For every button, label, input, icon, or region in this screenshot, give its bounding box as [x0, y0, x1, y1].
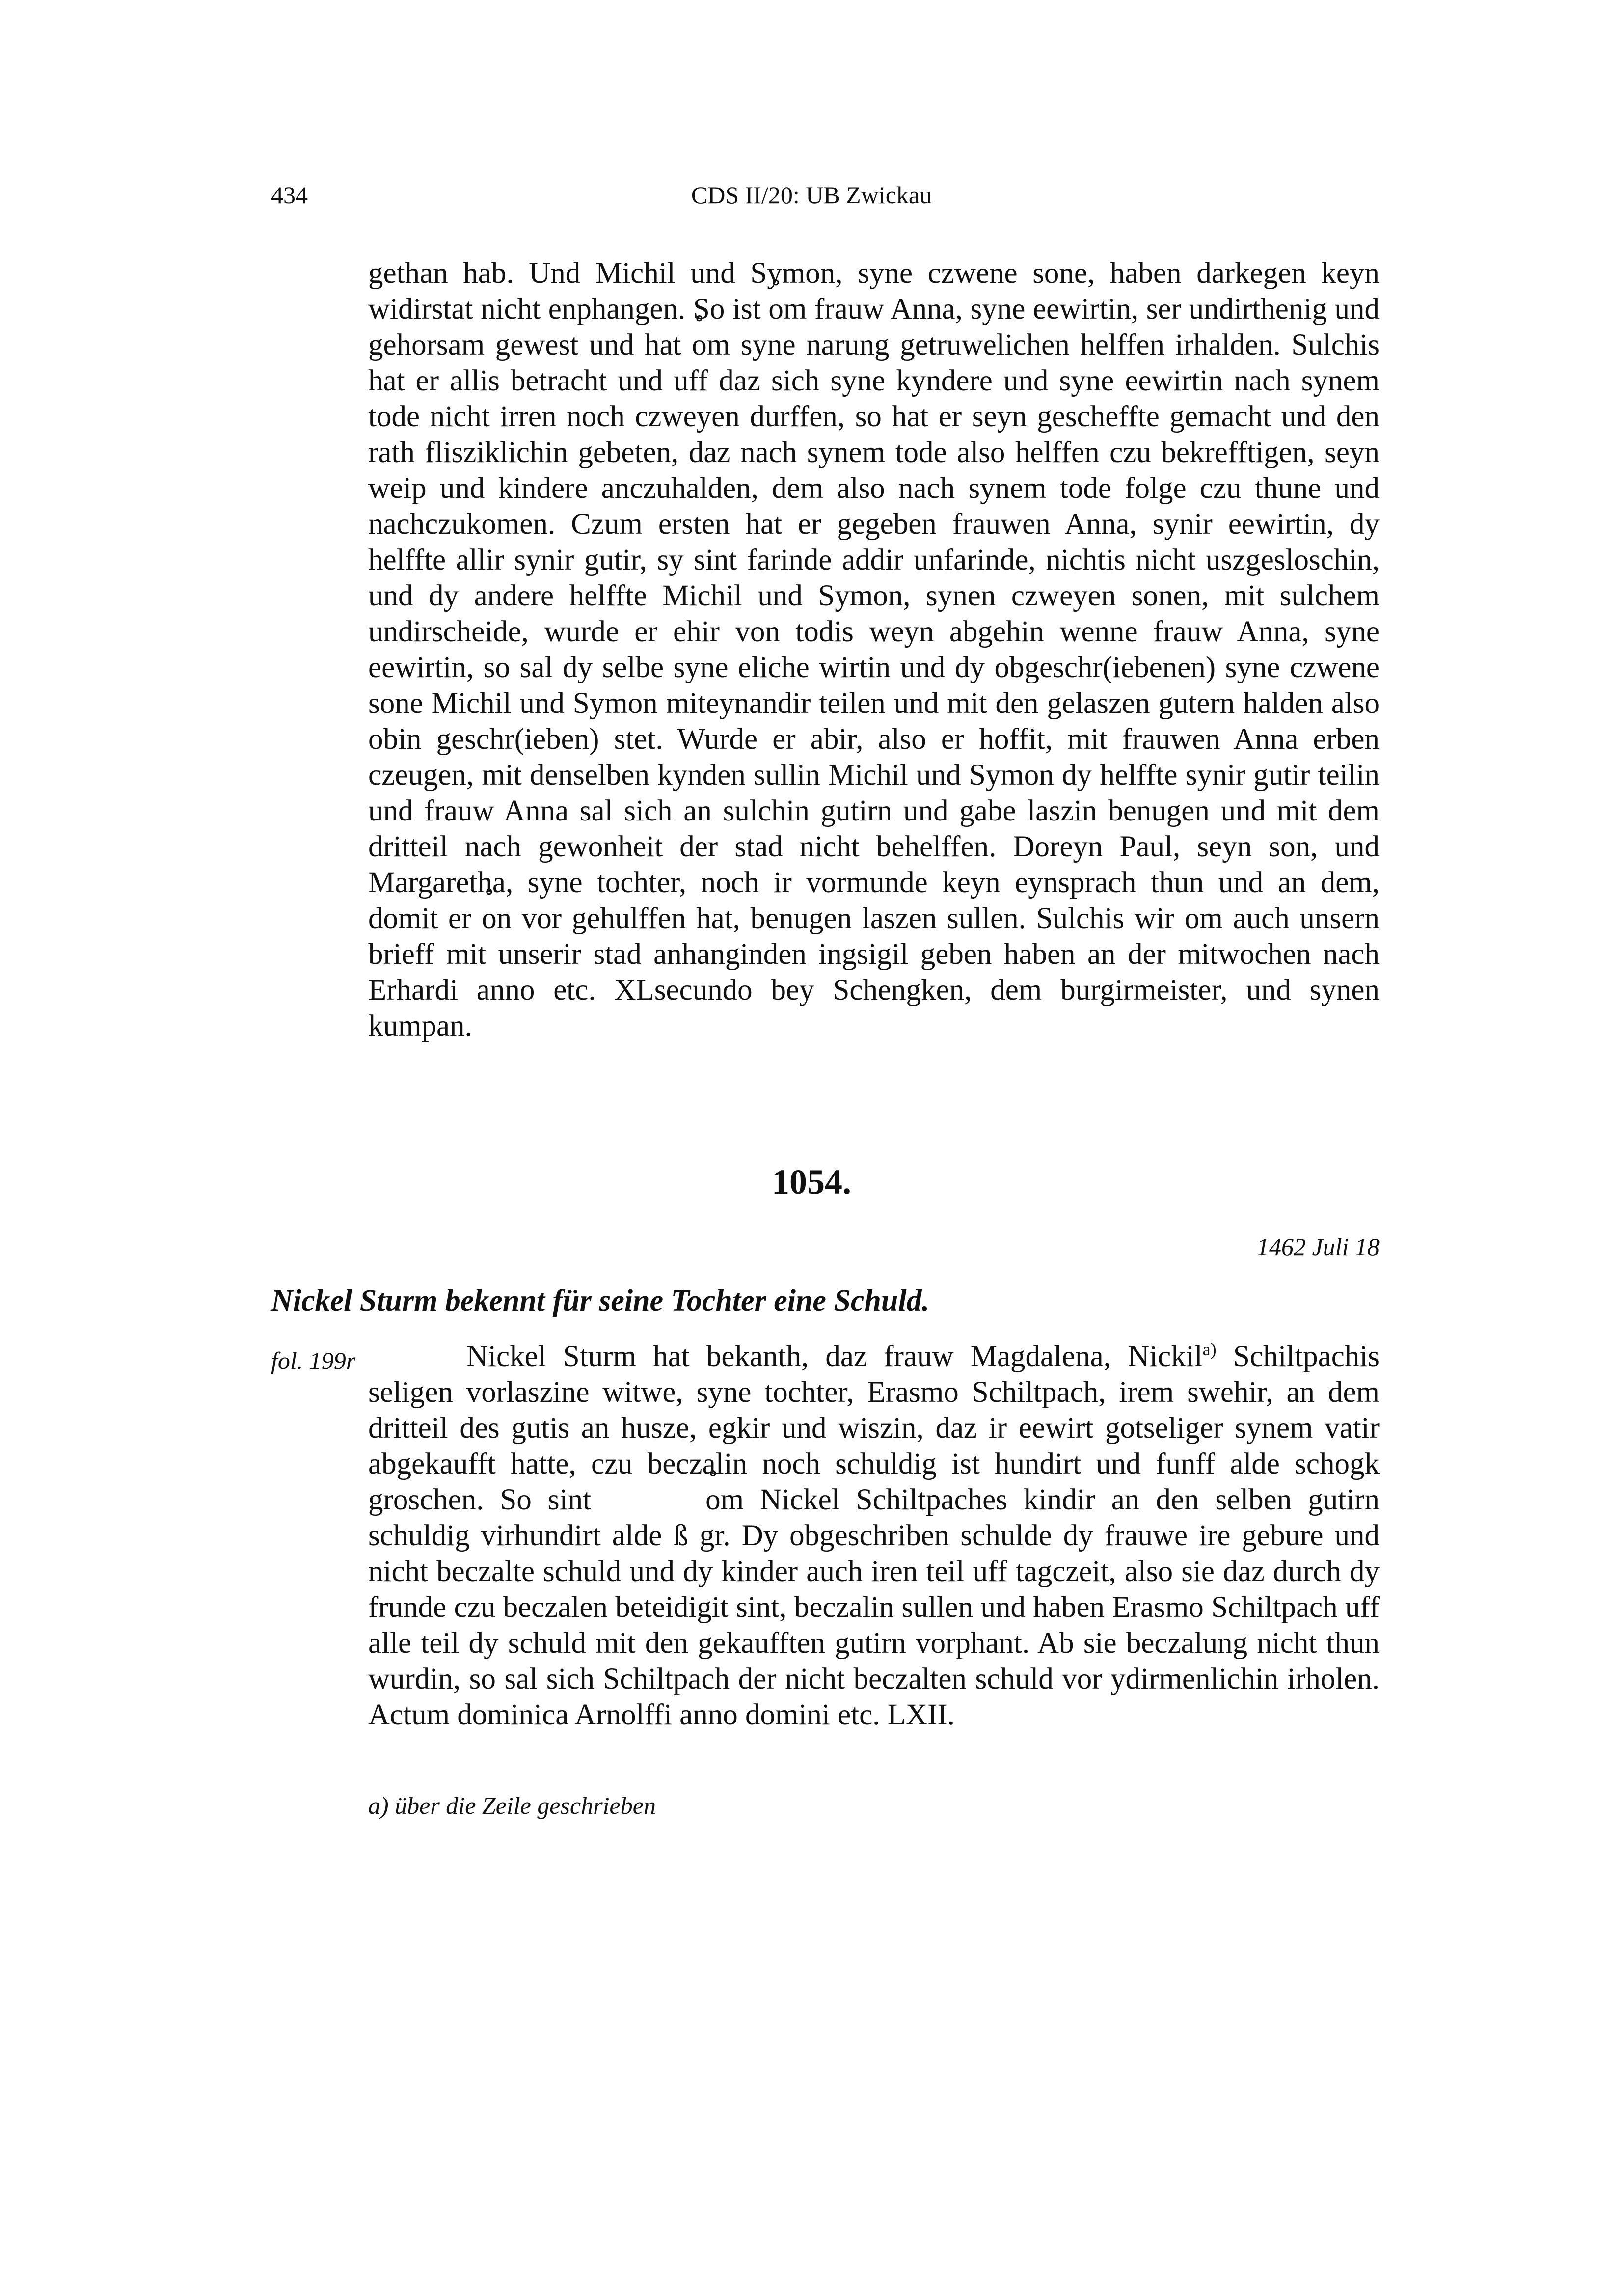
document-paragraph: [368, 1339, 1380, 1733]
text-segment: Schiltpachis seligen vorlaszine witwe, syne tochter, Erasmo Schiltpach, irem swehir, an dem dritteil des gutis an husze, egkir und wiszin, daz ir eewirt gotseliger synem vatir abgekaufft hatte, czu beczalin noch schuldig ist hundirt und funff alde schogk groschen. So sint: [368, 1340, 1380, 1516]
document-text: [368, 1339, 1380, 1733]
previous-document-paragraph: [368, 255, 1380, 1044]
text-segment: m syne narung getruwelichen helffen irhalden. Sulchis hat er allis betracht und uff daz sich syne kyndere und syne eewirtin nach synem tode nicht irren noch czweyen durffen, so hat er seyn gescheffte gemacht und den rath flisziklichin gebeten, daz nach synem tode also helffen czu bekrefftigen, seyn weip und kindere anczuhalden, dem also nach synem tode folge czu thune und nachczukomen. Czum ersten hat er gegeben frauwen Anna, synir eewirtin, dy helffte allir synir gutir, sy sint farinde addir unfarinde, nichtis nicht uszgesloschin, und dy andere helffte Michil und Symon, synen czweyen sonen, mit sulchem undirscheide, wurde er ehir von todis weyn abgehin wenne frauw Anna, syne eewirtin, so sal dy selbe syne eliche wirtin und dy obgeschr(iebenen) syne czwene sone Michil und Symon miteynandir teilen und mit den gelaszen gutern halden also obin geschr(ieben) stet. Wurde er abir, also er hoffit, mit frauwen Anna erben czeugen, mit denselben kynden sullin Michil und Symon dy helffte synir gutir teilin und frauw Anna sal sich an sulchin gutirn und gabe laszin benugen und mit dem dritteil nach gewonheit der stad nicht behelffen. Doreyn Paul, seyn son, und Margaretha, syne tochter, noch ir vormunde keyn eynsprach thun und an dem, domit er: [368, 328, 1380, 935]
document-number: 1054.: [772, 1162, 851, 1202]
text-segment: Nickel Sturm hat bekanth, daz frauw Magdalena, Nickil: [466, 1340, 1203, 1373]
folio-note: fol. 199r: [271, 1347, 356, 1374]
ring-o: ∘ o: [768, 291, 784, 327]
previous-document-text: [368, 255, 1380, 1044]
footnote: a) über die Zeile geschrieben: [368, 1792, 656, 1819]
text-segment: m Nickel Schiltpaches kindir an den selben gutirn schuldig virhundirt alde ß gr. Dy obgeschriben schulde dy frauwe ire gebure und nicht beczalte schuld und dy kinder auch iren teil uff tagczeit, also sie daz durch dy frunde czu beczalen beteidigit sint, beczalin sullen und haben Erasmo Schiltpach uff alle teil dy schuld mit den gekaufften gutirn vorphant. Ab sie beczalung nicht thun wurdin, so sal sich Schiltpach der nicht beczalten schuld vor ydirmenlichin irholen. Actum dominica Arnolffi anno domini etc. LXII.: [368, 1483, 1380, 1731]
document-title: Nickel Sturm bekennt für seine Tochter eine Schuld.: [271, 1284, 930, 1317]
ring-o: ∘ o: [482, 901, 497, 936]
page-number: 434: [271, 181, 308, 209]
document-date: 1462 Juli 18: [1257, 1233, 1380, 1260]
running-head: CDS II/20: UB Zwickau: [691, 181, 932, 209]
text-segment: n vor gehulffen hat, benugen laszen sullen. Sulchis wir om auch unsern brieff mit unserir stad anhanginden ingsigil geben haben an der mitwochen nach Erhardi anno etc. XLsecundo bey Schengken, dem burgirmeister, und synen kumpan.: [368, 902, 1380, 1042]
footnote-marker: a): [1202, 1339, 1217, 1359]
ring-o: ∘ o: [607, 1482, 721, 1518]
text-segment: m frauw Anna, syne eewirtin, ser undirthenig und gehorsam gewest und hat: [368, 293, 1380, 361]
text-segment: gethan hab. Und Michil und Symon, syne czwene sone, haben darkegen keyn widirstat nicht enphangen. So ist: [368, 257, 1380, 326]
ring-o: ∘ o: [692, 327, 707, 363]
